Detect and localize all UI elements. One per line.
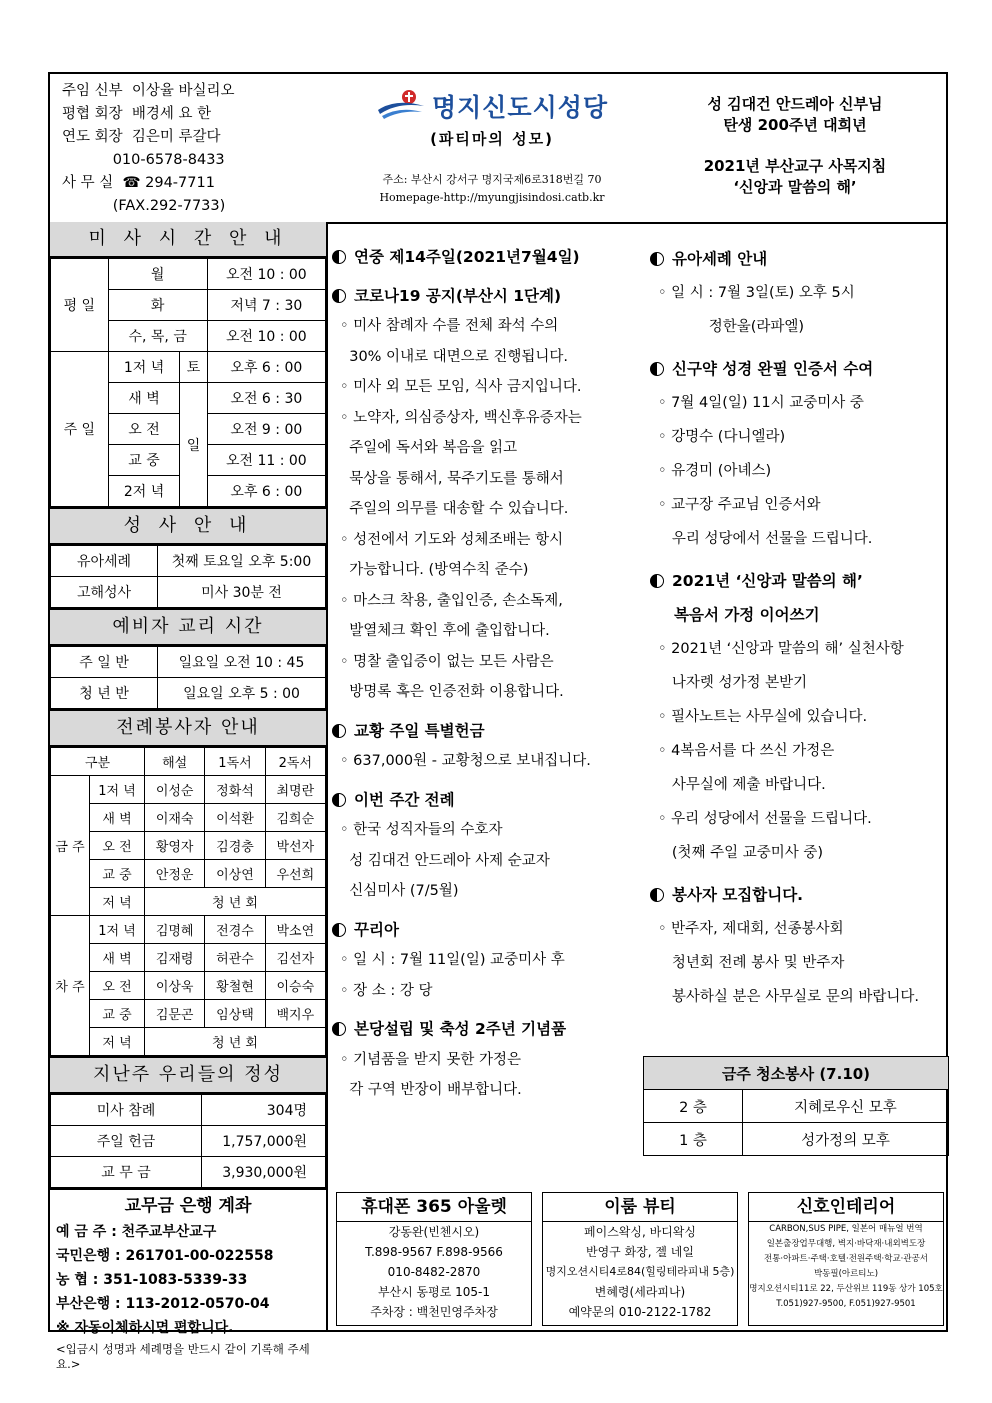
ad-phone-shop [336, 1192, 532, 1326]
notice-item: 묵상을 통해서, 묵주기도를 통해서 [340, 470, 564, 487]
notice-item: ◦ 일 시 : 7월 11일(일) 교중미사 후 [340, 952, 565, 968]
server-slot: 오 전 [90, 832, 145, 860]
notice-heading [332, 281, 642, 312]
mass-day: 수, 목, 금 [108, 321, 207, 352]
notice-item: ◦ 4복음서를 다 쓰신 가정은 [658, 743, 835, 759]
notice-heading [332, 785, 642, 816]
bank-account-title: 교무금 은행 계좌 [124, 1196, 252, 1216]
bank-line: 예 금 주 : 천주교부산교구 [56, 1224, 217, 1240]
staff-line: 평협 회장 배경세 요 한 [62, 106, 212, 122]
mass-time: 오전 11 : 00 [207, 445, 325, 476]
notice-heading [332, 716, 642, 747]
offering-value: 304명 [202, 1095, 326, 1126]
mass-table [50, 258, 326, 507]
sacrament-value: 미사 30분 전 [158, 577, 326, 608]
server-name: 우선희 [265, 860, 325, 888]
notice-item: ◦ 명찰 출입증이 없는 모든 사람은 [340, 653, 554, 670]
notice-item: 정한울(라파엘) [658, 319, 805, 335]
ad-line: 010-8482-2870 [387, 1265, 481, 1279]
notice-item: 각 구역 반장이 배부합니다. [340, 1082, 522, 1098]
server-name: 김경충 [205, 832, 265, 860]
theme-line: 탄생 200주년 대희년 [723, 116, 867, 134]
sacrament-value: 첫째 토요일 오후 5:00 [158, 546, 326, 577]
notice-item: ◦ 일 시 : 7월 3일(토) 오후 5시 [658, 285, 855, 301]
ads-row [332, 1190, 948, 1330]
header-theme [660, 94, 930, 198]
notice-heading-text: 2021년 ‘신앙과 말씀의 해’ [672, 572, 863, 590]
bank-line: 국민은행 : 261701-00-022558 [56, 1248, 274, 1264]
server-name: 김명혜 [145, 916, 205, 944]
notice-heading-text: 연중 제14주일(2021년7월4일) [354, 248, 580, 266]
notice-heading-text: 본당설립 및 축성 2주년 기념품 [354, 1020, 567, 1038]
mass-name: 새 벽 [108, 383, 180, 414]
server-name: 이재숙 [145, 804, 205, 832]
catechism-name: 주 일 반 [51, 647, 158, 678]
servers-title: 전례봉사자 안내 [50, 709, 326, 747]
ad-line: 명지오션시티4로84(힐링테라피내 5층) [545, 1265, 735, 1278]
mass-time: 오후 6 : 00 [207, 476, 325, 507]
left-column [50, 222, 328, 1371]
server-slot: 교 중 [90, 860, 145, 888]
half-circle-bullet-icon [332, 289, 346, 303]
server-slot: 새 벽 [90, 944, 145, 972]
server-slot: 1저 녁 [90, 776, 145, 804]
offering-table [50, 1094, 326, 1188]
notice-item: ◦ 미사 참례자 수를 전체 좌석 수의 [340, 318, 559, 334]
notice-item: ◦ 기념품을 받지 못한 가정은 [340, 1051, 522, 1068]
catechism-value: 일요일 오후 5 : 00 [158, 678, 326, 709]
servers-header: 1독서 [205, 748, 265, 776]
mass-time: 오전 10 : 00 [207, 259, 325, 290]
notice-item: ◦ 노약자, 의심증상자, 백신후유증자는 [340, 409, 582, 426]
server-name: 이상욱 [145, 972, 205, 1000]
server-name: 안정운 [145, 860, 205, 888]
server-slot: 저 녁 [90, 1028, 145, 1056]
offering-name: 교 무 금 [51, 1157, 202, 1188]
notice-heading-text: 유아세례 안내 [672, 250, 768, 268]
server-slot: 1저 녁 [90, 916, 145, 944]
server-name: 백지우 [265, 1000, 325, 1028]
notice-heading-text: 이번 주간 전례 [354, 790, 455, 809]
notice-item: 방명록 혹은 인증전화 이용합니다. [340, 684, 564, 700]
notice-item: ◦ 한국 성직자들의 수호자 [340, 822, 503, 838]
notice-item: ◦ 교구장 주교님 인증서와 [658, 497, 821, 513]
bank-account [50, 1188, 326, 1376]
notice-heading-text: 봉사자 모집합니다. [672, 886, 804, 904]
mass-time: 오전 10 : 00 [207, 321, 325, 352]
notice-item: ◦ 장 소 : 강 당 [340, 982, 433, 999]
staff-line: (FAX.292-7733) [62, 198, 226, 214]
staff-line: 사 무 실 ☎ 294-7711 [62, 175, 215, 191]
half-circle-bullet-icon [332, 250, 346, 264]
notice-item: 청년회 전례 봉사 및 반주자 [658, 955, 845, 971]
catechism-value: 일요일 오전 10 : 45 [158, 647, 326, 678]
theme-line: 성 김대건 안드레아 신부님 [707, 95, 883, 113]
right-column [650, 242, 948, 1014]
server-name: 전경수 [205, 916, 265, 944]
server-group: 청 년 회 [145, 1028, 326, 1056]
mass-day: 일 [180, 383, 207, 507]
server-name: 황영자 [145, 832, 205, 860]
ad-title: 신호인테리어 [749, 1193, 943, 1222]
server-slot: 교 중 [90, 1000, 145, 1028]
bulletin-frame [48, 72, 948, 1371]
ad-line: CARBON,SUS PIPE, 일본어 매뉴얼 번역 [769, 1224, 923, 1234]
week-label: 금 주 [51, 776, 90, 916]
mass-name: 1저 녁 [108, 352, 180, 383]
half-circle-bullet-icon [332, 793, 346, 807]
cleaning-schedule [643, 1056, 949, 1156]
notice-heading [332, 1014, 642, 1045]
middle-column [332, 242, 642, 1106]
server-slot: 오 전 [90, 972, 145, 1000]
notice-item: ◦ 마스크 착용, 출입인증, 손소독제, [340, 592, 563, 609]
notice-item: 발열체크 확인 후에 출입합니다. [340, 623, 550, 639]
sacrament-table [50, 545, 326, 608]
ad-line: 반영구 화장, 젤 네일 [586, 1245, 694, 1259]
notice-item: 나자렛 성가정 본받기 [658, 675, 808, 691]
ad-line: 박동필(아르티노) [813, 1269, 879, 1279]
mass-time: 오전 6 : 30 [207, 383, 325, 414]
notice-item: 성 김대건 안드레아 사제 순교자 [340, 852, 550, 869]
ad-title: 이룸 뷰티 [543, 1193, 737, 1222]
ad-line: 전통·아파트·주택·호텔·전원주택·학교·관공서 [763, 1254, 928, 1264]
server-name: 최명란 [265, 776, 325, 804]
cleaning-group: 성가정의 모후 [743, 1123, 949, 1156]
server-name: 정화석 [205, 776, 265, 804]
ad-line: 주차장 : 백천민영주차장 [370, 1305, 498, 1319]
notice-item: ◦ 미사 외 모든 모임, 식사 금지입니다. [340, 379, 582, 395]
parish-homepage[interactable]: Homepage-http://myungjisindosi.catb.kr [379, 191, 605, 204]
ad-line: 일본출장업무대행, 벽지·바닥재·내외벽도장 [766, 1239, 926, 1249]
notice-heading-text: 교황 주일 특별헌금 [354, 721, 485, 740]
server-slot: 저 녁 [90, 888, 145, 916]
server-name: 김문곤 [145, 1000, 205, 1028]
ad-line: 변혜령(세라피나) [594, 1285, 686, 1299]
server-slot: 새 벽 [90, 804, 145, 832]
mass-day: 월 [108, 259, 207, 290]
servers-header: 해설 [145, 748, 205, 776]
server-name: 김선자 [265, 944, 325, 972]
cleaning-floor: 1 층 [644, 1123, 743, 1156]
notice-heading [650, 564, 948, 598]
servers-header: 구분 [51, 748, 145, 776]
ad-line: T.051)927-9500, F.051)927-9501 [776, 1299, 916, 1309]
half-circle-bullet-icon [332, 1022, 346, 1036]
mass-time: 오후 6 : 00 [207, 352, 325, 383]
cleaning-group: 지혜로우신 모후 [743, 1090, 949, 1123]
parish-logo-icon [376, 88, 426, 124]
catechism-table [50, 646, 326, 709]
server-group: 청 년 회 [145, 888, 326, 916]
offering-value: 3,930,000원 [202, 1157, 326, 1188]
staff-line: 연도 회장 김은미 루갈다 [62, 129, 221, 145]
offering-value: 1,757,000원 [202, 1126, 326, 1157]
parish-address: 주소: 부산시 강서구 명지국제6로318번길 70 [382, 173, 602, 186]
notice-item: ◦ 637,000원 - 교황청으로 보내집니다. [340, 753, 591, 769]
notice-heading-text: 꾸리아 [354, 920, 399, 939]
ad-line: 명지오션시티11로 22, 두산위브 119동 상가 105호 [749, 1284, 943, 1294]
offering-title: 지난주 우리들의 정성 [50, 1056, 326, 1094]
notice-heading-text: 코로나19 공지(부산시 1단계) [354, 286, 562, 305]
notice-heading [650, 352, 948, 386]
server-name: 황철현 [205, 972, 265, 1000]
theme-line: 2021년 부산교구 사목지침 [703, 157, 887, 175]
notice-item: ◦ 반주자, 제대회, 선종봉사회 [658, 921, 844, 937]
ad-title: 휴대폰 365 아울렛 [337, 1193, 531, 1222]
ad-line: T.898-9567 F.898-9566 [365, 1245, 503, 1259]
offering-name: 미사 참례 [51, 1095, 202, 1126]
parish-subtitle: (파티마의 성모) [430, 130, 554, 148]
half-circle-bullet-icon [650, 574, 664, 588]
catechism-name: 청 년 반 [51, 678, 158, 709]
week-label: 차 주 [51, 916, 90, 1056]
mass-time: 저녁 7 : 30 [207, 290, 325, 321]
half-circle-bullet-icon [650, 888, 664, 902]
mass-day: 토 [180, 352, 207, 383]
sacrament-title: 성 사 안 내 [50, 507, 326, 545]
notice-item: 신심미사 (7/5월) [340, 883, 459, 899]
server-name: 허관수 [205, 944, 265, 972]
ad-interior [748, 1192, 944, 1326]
header [50, 74, 946, 224]
notice-heading [332, 242, 642, 273]
server-name: 박선자 [265, 832, 325, 860]
notice-item: 주일에 독서와 복음을 읽고 [340, 440, 518, 456]
bank-line: 농 협 : 351-1083-5339-33 [56, 1272, 248, 1288]
mass-name: 교 중 [108, 445, 180, 476]
server-name: 이석환 [205, 804, 265, 832]
sacrament-name: 고해성사 [51, 577, 158, 608]
sacrament-name: 유아세례 [51, 546, 158, 577]
parish-name: 명지신도시성당 [431, 93, 609, 122]
half-circle-bullet-icon [332, 923, 346, 937]
server-name: 이승숙 [265, 972, 325, 1000]
notice-item: 30% 이내로 대면으로 진행됩니다. [340, 348, 568, 365]
mass-title: 미 사 시 간 안 내 [50, 222, 326, 258]
ad-line: 강동완(빈첸시오) [388, 1225, 480, 1239]
staff-line: 주임 신부 이상율 바실리오 [62, 83, 235, 99]
notice-heading-text: 복음서 가정 이어쓰기 [674, 606, 820, 624]
servers-header: 2독서 [265, 748, 325, 776]
half-circle-bullet-icon [332, 724, 346, 738]
server-name: 김재령 [145, 944, 205, 972]
theme-line: ‘신앙과 말씀의 해’ [733, 178, 857, 196]
mass-time: 오전 9 : 00 [207, 414, 325, 445]
notice-item: (첫째 주일 교중미사 중) [658, 845, 824, 861]
server-name: 이성순 [145, 776, 205, 804]
weekday-label: 평 일 [51, 259, 109, 352]
notice-item: ◦ 2021년 ‘신앙과 말씀의 해’ 실천사항 [658, 641, 904, 657]
notice-item: 주일의 의무를 대송할 수 있습니다. [340, 501, 569, 517]
server-name: 박소연 [265, 916, 325, 944]
ad-line: 부산시 동평로 105-1 [377, 1285, 491, 1299]
notice-item: ◦ 우리 성당에서 선물을 드립니다. [658, 811, 872, 827]
ad-line: 페이스왁싱, 바디왁싱 [584, 1225, 696, 1239]
half-circle-bullet-icon [650, 252, 664, 266]
servers-table [50, 747, 326, 1056]
server-name: 김희순 [265, 804, 325, 832]
notice-item: ◦ 필사노트는 사무실에 있습니다. [658, 709, 868, 725]
bank-line: 부산은행 : 113-2012-0570-04 [56, 1296, 270, 1312]
notice-item: ◦ 7월 4일(일) 11시 교중미사 중 [658, 395, 864, 411]
notice-item: 가능합니다. (방역수칙 준수) [340, 562, 529, 578]
catechism-title: 예비자 교리 시간 [50, 608, 326, 646]
offering-name: 주일 헌금 [51, 1126, 202, 1157]
bank-note: <입금시 성명과 세례명을 반드시 같이 기록해 주세요.> [56, 1342, 310, 1371]
staff-line: 010-6578-8433 [62, 152, 225, 168]
notice-item: ◦ 강명수 (다니엘라) [658, 429, 786, 445]
server-name: 이상연 [205, 860, 265, 888]
ad-beauty [542, 1192, 738, 1326]
notice-item: 봉사하실 분은 사무실로 문의 바랍니다. [658, 989, 919, 1005]
notice-heading [650, 878, 948, 912]
notice-heading [650, 242, 948, 276]
notice-item: 우리 성당에서 선물을 드립니다. [658, 531, 873, 547]
sunday-label: 주 일 [51, 352, 109, 507]
mass-name: 2저 녁 [108, 476, 180, 507]
bank-line: ※ 자동이체하시면 편합니다. [56, 1320, 234, 1336]
half-circle-bullet-icon [650, 362, 664, 376]
notice-heading-text: 신구약 성경 완필 인증서 수여 [672, 360, 874, 378]
cleaning-floor: 2 층 [644, 1090, 743, 1123]
notice-heading [332, 915, 642, 946]
mass-day: 화 [108, 290, 207, 321]
server-name: 임상택 [205, 1000, 265, 1028]
header-staff [62, 80, 235, 218]
parish-title-block [342, 88, 642, 207]
ad-line: 예약문의 010-2122-1782 [568, 1305, 712, 1319]
mass-name: 오 전 [108, 414, 180, 445]
notice-item: ◦ 유경미 (아녜스) [658, 463, 772, 479]
cleaning-title: 금주 청소봉사 (7.10) [644, 1057, 949, 1090]
notice-item: 사무실에 제출 바랍니다. [658, 777, 826, 793]
notice-item: ◦ 성전에서 기도와 성체조배는 항시 [340, 531, 564, 548]
